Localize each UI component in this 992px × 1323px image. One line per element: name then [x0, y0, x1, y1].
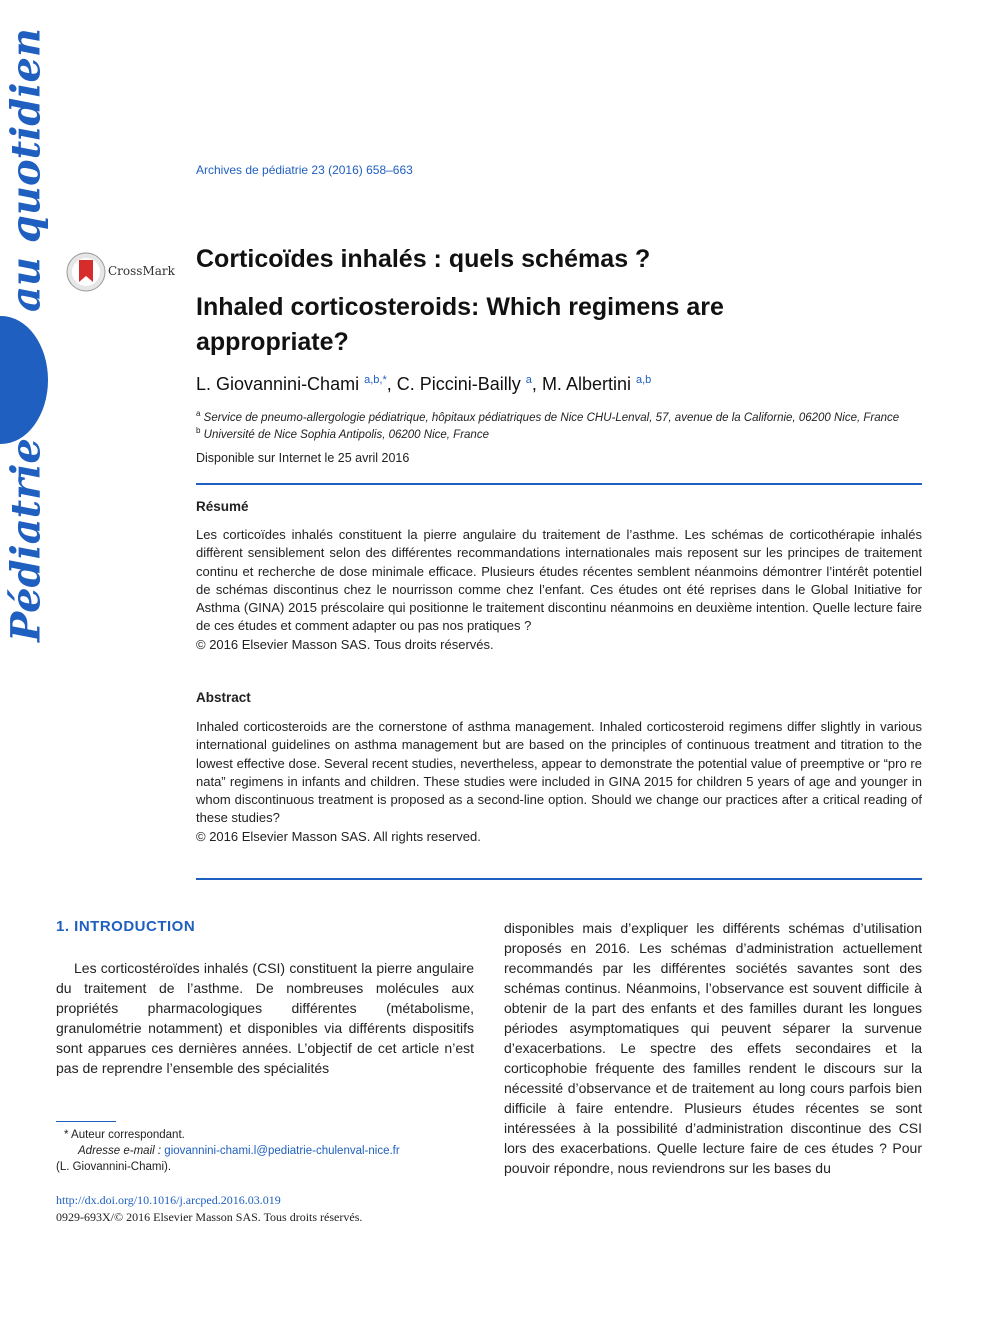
sidebar-top-text: au quotidien — [2, 27, 50, 313]
abstract-body — [196, 718, 922, 846]
author-separator: , — [386, 374, 397, 394]
divider — [196, 483, 922, 485]
footnote — [56, 1127, 476, 1175]
sidebar-bottom-text: Pédiatrie — [2, 438, 50, 642]
author-affiliation-marker[interactable]: a,b — [636, 374, 652, 386]
introduction-heading: 1. INTRODUCTION — [56, 918, 196, 935]
footnote-marker: * — [64, 1129, 69, 1141]
footnote-email-link[interactable]: giovannini-chami.l@pediatrie-chulenval-nice.fr — [164, 1145, 400, 1157]
affiliation-b — [196, 426, 489, 441]
available-online-date: Disponible sur Internet le 25 avril 2016 — [196, 451, 410, 465]
author-affiliation-marker[interactable]: a,b,* — [364, 374, 387, 386]
abstract-text: Inhaled corticosteroids are the cornerstone of asthma management. Inhaled corticosteroid regimens differ slightly in various international guidelines on asthma management but are based on the principles of continuous treatment and titration to the lowest effective dose. Several recent studies, nevertheless, appear to demonstrate the potential value of preemptive or “pro re nata” regimens in infants and children. These studies were included in GINA 2015 for children 5 years of age and younger in whom discontinuous treatment is proposed as a second-line option. Should we change our practices after a critical reading of these studies? — [196, 719, 922, 826]
footnote-author-line — [56, 1127, 476, 1143]
resume-body — [196, 526, 922, 654]
sidebar-top-label — [0, 27, 52, 313]
resume-text: Les corticoïdes inhalés constituent la pierre angulaire du traitement de l’asthme. Les schémas de corticothérapie inhalés diffèrent sensiblement selon des différentes recommandations internationales mais reposent sur les principes de traitement continu et recherche de dose minimale efficace. Plusieurs études récentes semblent néanmoins démontrer l’intérêt potentiel de schémas discontinus chez le nourrisson comme chez l’enfant. Ces études ont été reprises dans le Global Initiative for Asthma (GINA) 2015 préscolaire qui positionne le traitement discontinu néanmoins en deuxième intention. Quelle lecture faire de ces études et comment adapter ou pas nos pratiques ? — [196, 527, 922, 634]
footnote-email-line — [56, 1143, 476, 1159]
crossmark-label: CrossMark — [108, 264, 175, 278]
footnote-email-label: Adresse e-mail : — [78, 1145, 162, 1157]
resume-heading: Résumé — [196, 499, 249, 514]
author-list — [196, 374, 651, 395]
affiliation-text: Université de Nice Sophia Antipolis, 06200 Nice, France — [203, 428, 489, 441]
crossmark-badge[interactable] — [66, 252, 176, 292]
author-affiliation-marker[interactable]: a — [525, 374, 532, 386]
doi-block — [56, 1192, 362, 1226]
issn-copyright: 0929-693X/© 2016 Elsevier Masson SAS. Tous droits réservés. — [56, 1210, 363, 1224]
divider — [196, 878, 922, 880]
footnote-author-note: Auteur correspondant. — [71, 1129, 185, 1141]
footnote-email-owner: (L. Giovannini-Chami). — [56, 1161, 172, 1173]
introduction-left-column — [56, 958, 474, 1078]
author-name: M. Albertini — [541, 374, 631, 394]
author-separator: , — [531, 374, 542, 394]
title-english: Inhaled corticosteroids: Which regimens are appropriate? — [196, 293, 724, 356]
sidebar-circle-decoration — [0, 316, 48, 444]
affiliation-text: Service de pneumo-allergologie pédiatrique, hôpitaux pédiatriques de Nice CHU-Lenval, 57, avenue de la Californie, 06200 Nice, France — [203, 411, 900, 424]
affiliation-marker: a — [196, 409, 201, 418]
author-name: L. Giovannini-Chami — [196, 374, 360, 394]
introduction-right-column — [504, 918, 922, 1178]
introduction-paragraph: disponibles mais d’expliquer les différents schémas d’utilisation proposés en 2016. Les schémas d’administration actuellement recommandés par les différentes sociétés savantes sont des schémas continus. Néanmoins, l’observance est souvent difficile à obtenir de la part des enfants et des familles durant les longues périodes asymptomatiques qui peuvent séparer la survenue d’exacerbations. Le spectre des effets secondaires et la corticophobie fréquente des familles rendent le discours sur la nécessité d’observance et de traitement au long cours parfois bien difficile à faire entendre. Plusieurs études récentes se sont intéressées à la possibilité d’administration discontinue des CSI lors des exacerbations. Quelle lecture faire de ces études ? Pour pouvoir répondre, nous reviendrons sur les bases du — [504, 920, 922, 1176]
affiliation-a — [196, 409, 899, 424]
footnote-divider — [56, 1121, 116, 1122]
doi-link[interactable]: http://dx.doi.org/10.1016/j.arcped.2016.03.019 — [56, 1193, 281, 1207]
abstract-heading: Abstract — [196, 690, 251, 705]
crossmark-icon — [66, 252, 106, 292]
journal-reference-link[interactable]: Archives de pédiatrie 23 (2016) 658–663 — [196, 163, 413, 177]
abstract-copyright: © 2016 Elsevier Masson SAS. All rights reserved. — [196, 828, 481, 844]
title-french: Corticoïdes inhalés : quels schémas ? — [196, 245, 651, 273]
introduction-paragraph: Les corticostéroïdes inhalés (CSI) constituent la pierre angulaire du traitement de l’asthme. De nombreuses molécules aux propriétés pharmacologiques différentes (métabolisme, granulométrie notamment) et disponibles via différents dispositifs sont apparues ces dernières années. L’objectif de cet article n’est pas de reprendre l’ensemble des spécialités — [56, 960, 474, 1076]
sidebar-bottom-label — [0, 440, 52, 640]
author-name: C. Piccini-Bailly — [396, 374, 521, 394]
resume-copyright: © 2016 Elsevier Masson SAS. Tous droits réservés. — [196, 636, 494, 652]
affiliation-marker: b — [196, 426, 201, 435]
